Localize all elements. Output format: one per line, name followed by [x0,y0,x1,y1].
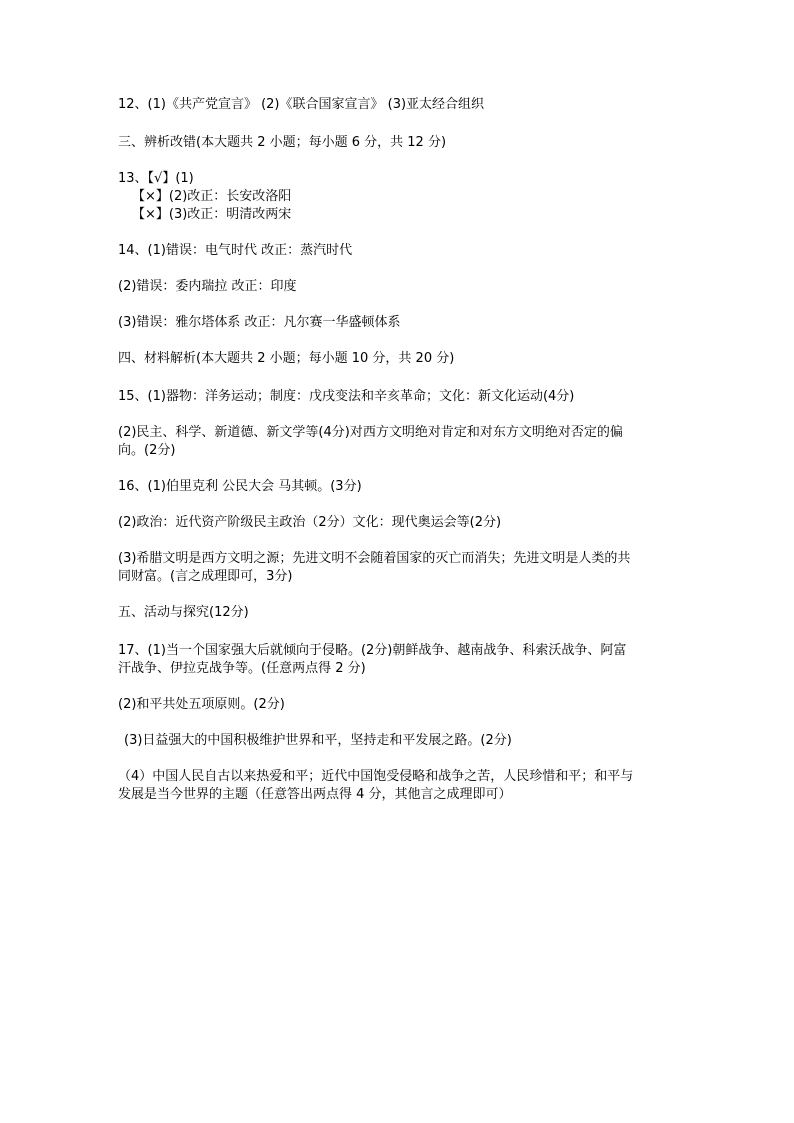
answer-14-item-1: 14、(1)错误：电气时代 改正：蒸汽时代 [118,243,353,258]
answer-15-item-2-line-1: (2)民主、科学、新道德、新文学等(4分)对西方文明绝对肯定和对东方文明绝对否定的偏 [118,425,623,440]
answer-13-item-1: 13、【√】(1) [118,171,194,186]
answer-17-item-1-line-2: 汗战争、伊拉克战争等。(任意两点得 2 分) [118,661,366,676]
answer-14-item-2: (2)错误：委内瑞拉 改正：印度 [118,279,297,294]
section-3-heading: 三、辨析改错(本大题共 2 小题；每小题 6 分，共 12 分) [118,135,447,150]
answer-17-item-4-line-2: 发展是当今世界的主题（任意答出两点得 4 分，其他言之成理即可） [118,787,512,802]
answer-16-item-1: 16、(1)伯里克利 公民大会 马其顿。(3分) [118,479,362,494]
answer-13-item-2: 【×】(2)改正：长安改洛阳 [132,189,292,204]
answer-16-item-3-line-2: 同财富。(言之成理即可，3分) [118,569,293,584]
section-5-heading: 五、活动与探究(12分) [118,605,249,620]
answer-12: 12、(1)《共产党宣言》 (2)《联合国家宣言》 (3)亚太经合组织 [118,97,485,112]
answer-14-item-3: (3)错误：雅尔塔体系 改正：凡尔赛一华盛顿体系 [118,315,401,330]
answer-17-item-4-line-1: （4）中国人民自古以来热爱和平；近代中国饱受侵略和战争之苦，人民珍惜和平；和平与 [118,769,634,784]
answer-15-item-2-line-2: 向。(2分) [118,443,176,458]
answer-15-item-1: 15、(1)器物：洋务运动；制度：戊戌变法和辛亥革命；文化：新文化运动(4分) [118,389,575,404]
answer-16-item-3-line-1: (3)希腊文明是西方文明之源；先进文明不会随着国家的灭亡而消失；先进文明是人类的共 [118,551,631,566]
answer-17-item-3: (3)日益强大的中国积极维护世界和平，坚持走和平发展之路。(2分) [124,733,512,748]
answer-17-item-1-line-1: 17、(1)当一个国家强大后就倾向于侵略。(2分)朝鲜战争、越南战争、科索沃战争、阿富 [118,643,627,658]
answer-17-item-2: (2)和平共处五项原则。(2分) [118,697,285,712]
section-4-heading: 四、材料解析(本大题共 2 小题；每小题 10 分，共 20 分) [118,351,455,366]
answer-16-item-2: (2)政治：近代资产阶级民主政治（2分）文化：现代奥运会等(2分) [118,515,502,530]
answer-13-item-3: 【×】(3)改正：明清改两宋 [132,207,292,222]
